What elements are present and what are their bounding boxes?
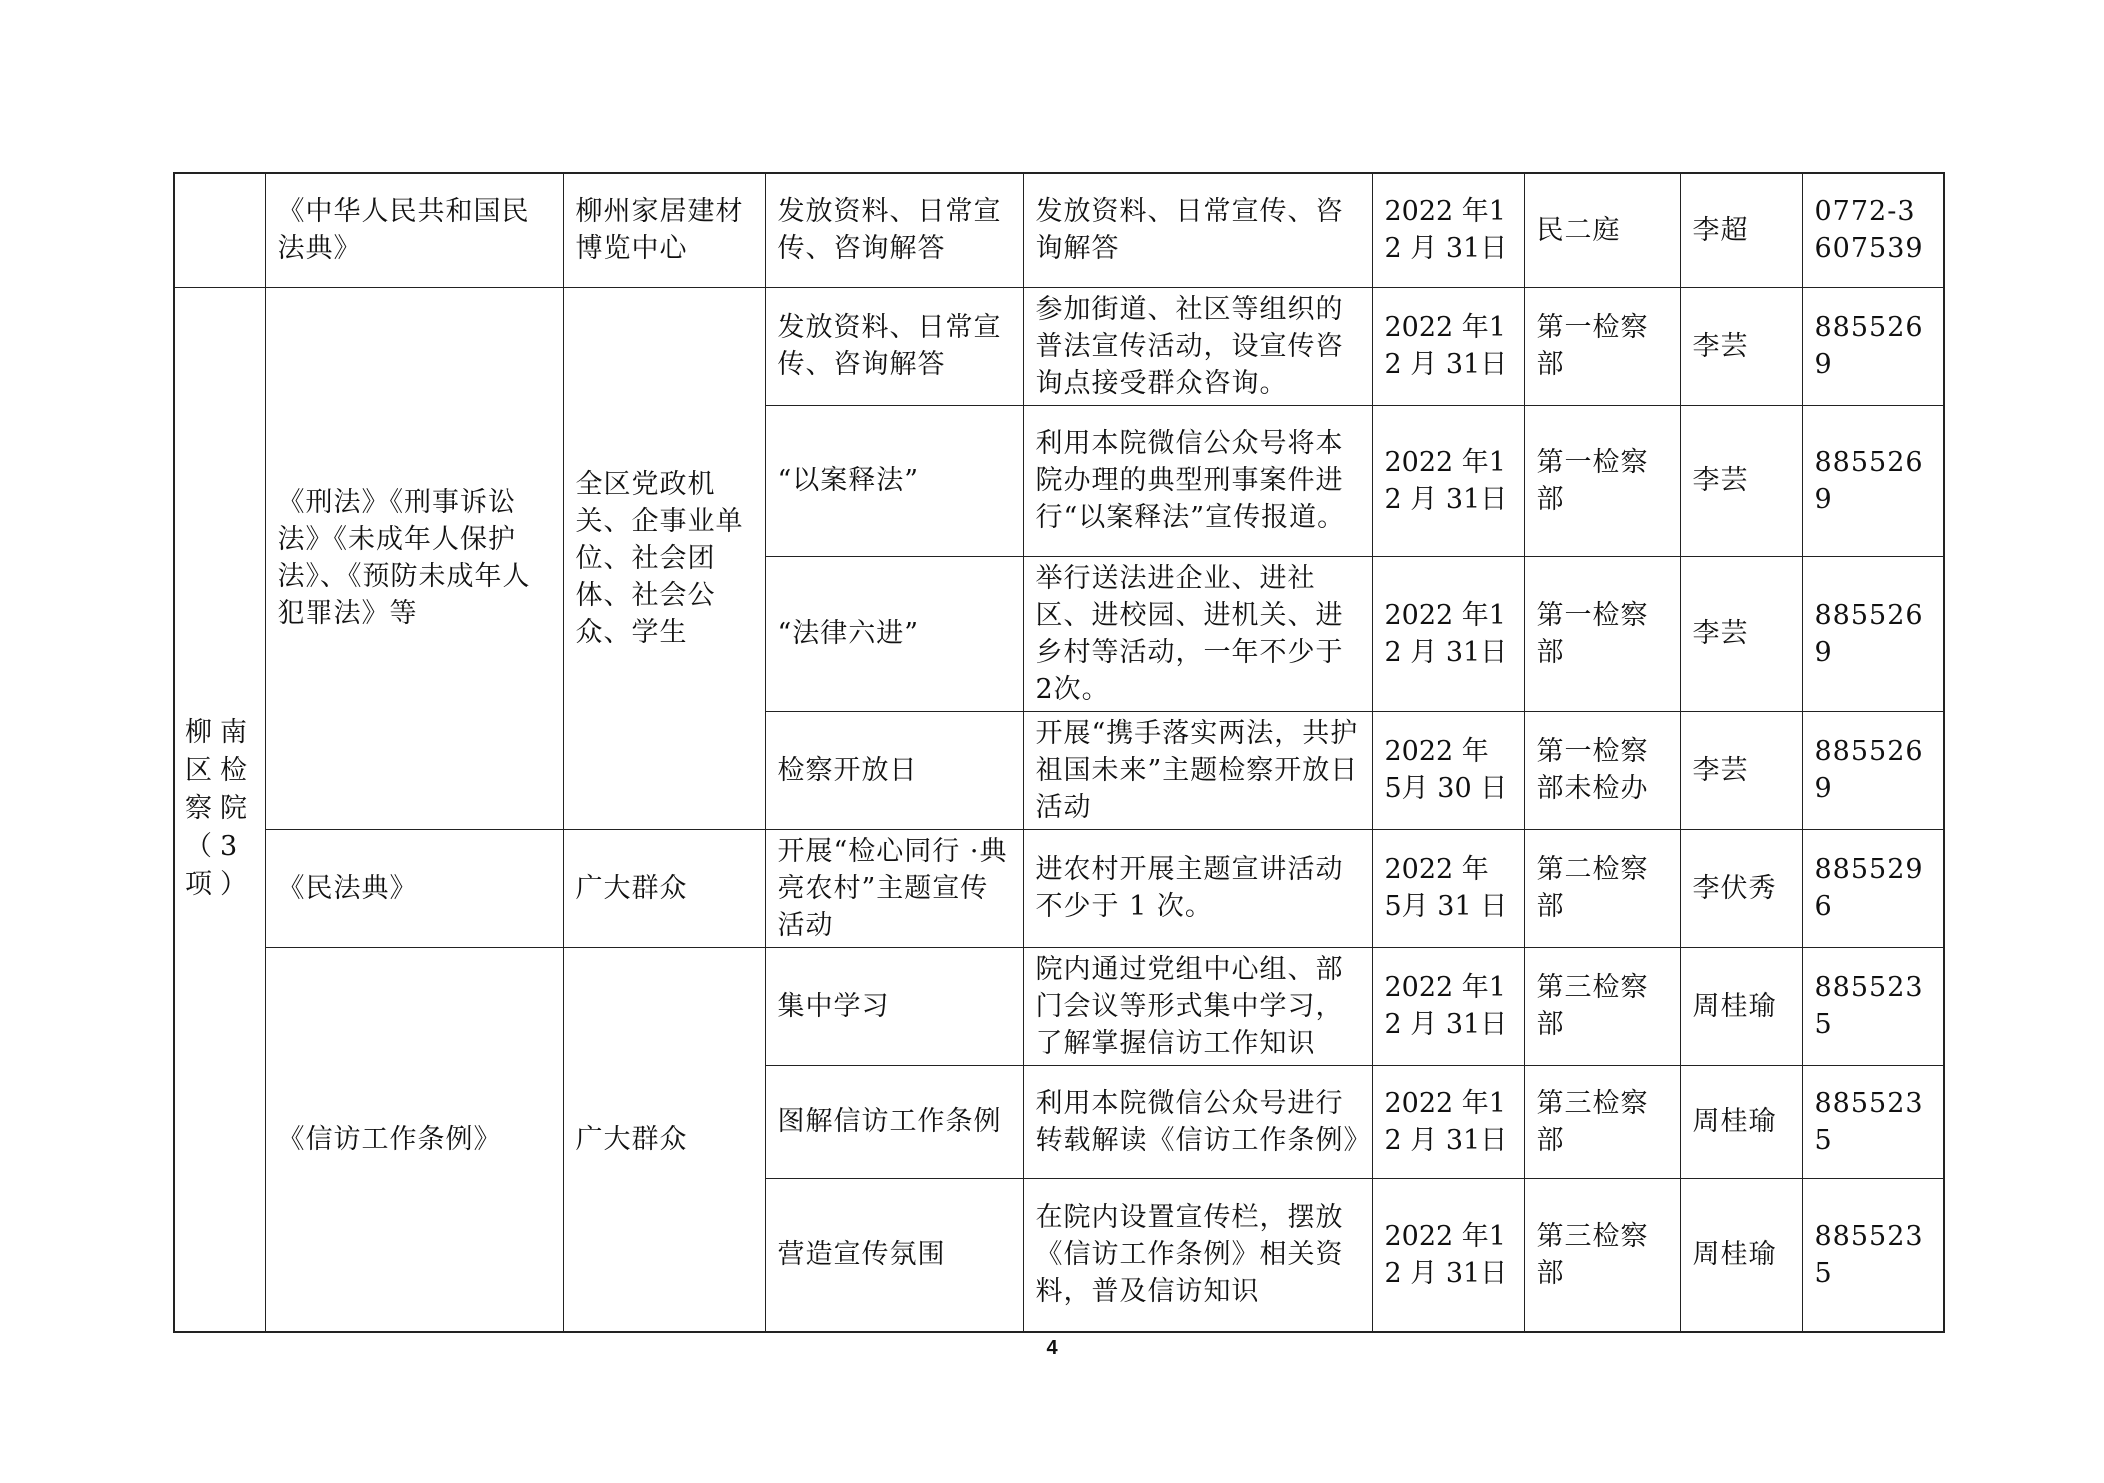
table-row: [174, 287, 1944, 405]
date-cell: 2022 年12 月 31日: [1372, 947, 1524, 1065]
phone-cell: 8855235: [1802, 1065, 1944, 1178]
law-publicity-table: [173, 172, 1945, 1333]
person-cell: 李芸: [1680, 405, 1802, 556]
unit-cell: 柳南区检察院（3项）: [174, 287, 265, 1332]
page-number: 4: [1046, 1337, 1058, 1359]
date-cell: 2022 年12 月 31日: [1372, 173, 1524, 287]
person-cell: 李芸: [1680, 556, 1802, 711]
date-cell: 2022 年12 月 31日: [1372, 1178, 1524, 1332]
form-cell: 图解信访工作条例: [765, 1065, 1023, 1178]
department-cell: 第三检察部: [1524, 1178, 1680, 1332]
form-cell: 开展“检心同行 ·典亮农村”主题宣传活动: [765, 829, 1023, 947]
phone-cell: 0772-3607539: [1802, 173, 1944, 287]
law-cell: 《民法典》: [265, 829, 563, 947]
department-cell: 民二庭: [1524, 173, 1680, 287]
department-cell: 第二检察部: [1524, 829, 1680, 947]
phone-cell: 8855269: [1802, 405, 1944, 556]
phone-cell: 8855269: [1802, 287, 1944, 405]
form-cell: “以案释法”: [765, 405, 1023, 556]
department-cell: 第一检察部: [1524, 556, 1680, 711]
phone-cell: 8855235: [1802, 947, 1944, 1065]
content-cell: 利用本院微信公众号进行转载解读《信访工作条例》: [1023, 1065, 1372, 1178]
department-cell: 第一检察部: [1524, 405, 1680, 556]
form-cell: “法律六进”: [765, 556, 1023, 711]
table-row: [174, 173, 1944, 287]
department-cell: 第三检察部: [1524, 947, 1680, 1065]
person-cell: 周桂瑜: [1680, 1065, 1802, 1178]
person-cell: 周桂瑜: [1680, 947, 1802, 1065]
form-cell: 发放资料、日常宣传、咨询解答: [765, 173, 1023, 287]
content-cell: 进农村开展主题宣讲活动不少于 1 次。: [1023, 829, 1372, 947]
date-cell: 2022 年 5月 31 日: [1372, 829, 1524, 947]
form-cell: 营造宣传氛围: [765, 1178, 1023, 1332]
table-row: [174, 829, 1944, 947]
department-cell: 第一检察部: [1524, 287, 1680, 405]
person-cell: 李芸: [1680, 287, 1802, 405]
phone-cell: 8855269: [1802, 556, 1944, 711]
content-cell: 发放资料、日常宣传、咨询解答: [1023, 173, 1372, 287]
date-cell: 2022 年12 月 31日: [1372, 1065, 1524, 1178]
content-cell: 院内通过党组中心组、部门会议等形式集中学习，了解掌握信访工作知识: [1023, 947, 1372, 1065]
phone-cell: 8855269: [1802, 711, 1944, 829]
content-cell: 举行送法进企业、进社区、进校园、进机关、进乡村等活动，一年不少于2次。: [1023, 556, 1372, 711]
person-cell: 周桂瑜: [1680, 1178, 1802, 1332]
law-cell: 《刑法》《刑事诉讼法》《未成年人保护法》、《预防未成年人犯罪法》等: [265, 287, 563, 829]
person-cell: 李芸: [1680, 711, 1802, 829]
target-cell: 广大群众: [563, 947, 765, 1332]
target-cell: 全区党政机关、企事业单位、社会团体、社会公众、学生: [563, 287, 765, 829]
person-cell: 李超: [1680, 173, 1802, 287]
content-cell: 开展“携手落实两法，共护祖国未来”主题检察开放日活动: [1023, 711, 1372, 829]
date-cell: 2022 年12 月 31日: [1372, 287, 1524, 405]
phone-cell: 8855235: [1802, 1178, 1944, 1332]
form-cell: 集中学习: [765, 947, 1023, 1065]
target-cell: 柳州家居建材博览中心: [563, 173, 765, 287]
form-cell: 发放资料、日常宣传、咨询解答: [765, 287, 1023, 405]
table-row: [174, 947, 1944, 1065]
person-cell: 李伏秀: [1680, 829, 1802, 947]
content-cell: 参加街道、社区等组织的普法宣传活动，设宣传咨询点接受群众咨询。: [1023, 287, 1372, 405]
law-cell: 《信访工作条例》: [265, 947, 563, 1332]
department-cell: 第一检察部未检办: [1524, 711, 1680, 829]
unit-cell-empty: [174, 173, 265, 287]
form-cell: 检察开放日: [765, 711, 1023, 829]
date-cell: 2022 年12 月 31日: [1372, 405, 1524, 556]
target-cell: 广大群众: [563, 829, 765, 947]
phone-cell: 8855296: [1802, 829, 1944, 947]
date-cell: 2022 年 5月 30 日: [1372, 711, 1524, 829]
law-cell: 《中华人民共和国民法典》: [265, 173, 563, 287]
department-cell: 第三检察部: [1524, 1065, 1680, 1178]
content-cell: 在院内设置宣传栏，摆放《信访工作条例》相关资料，普及信访知识: [1023, 1178, 1372, 1332]
date-cell: 2022 年12 月 31日: [1372, 556, 1524, 711]
content-cell: 利用本院微信公众号将本院办理的典型刑事案件进行“以案释法”宣传报道。: [1023, 405, 1372, 556]
